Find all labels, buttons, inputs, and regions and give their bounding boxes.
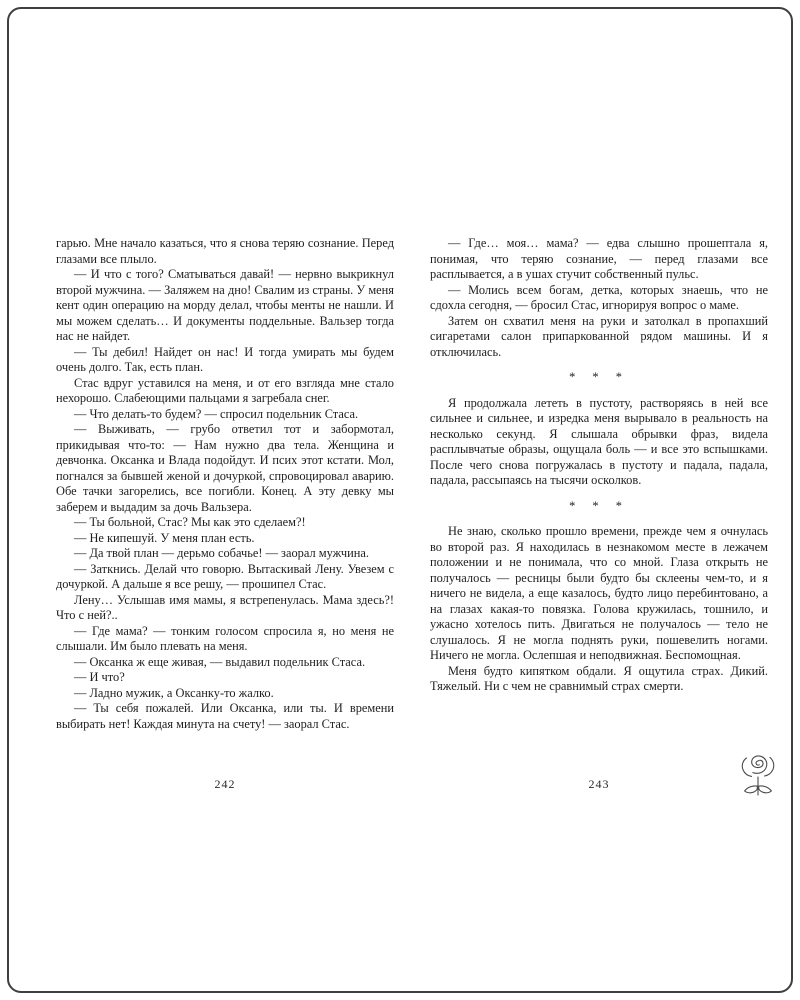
- paragraph: Не знаю, сколько прошло времени, прежде чем я очнулась во второй раз. Я находилась в незнакомом месте в лежачем положении и не понимала, что со мной. Глаза открыть не получалось — ресницы были будто бы склеены чем-то, и я ничего не видела, а еще казалось, будто лицо перебинтовано, а на глазах какая-то повязка. Голова кружилась, тошнило, и ужасно хотелось пить. Двигаться не получалось — тело не слушалось. Я не могла поднять руки, пошевелить ногами. Ничего не могла. Ослепшая и неподвижная. Беспомощная.: [430, 524, 768, 662]
- paragraph: Я продолжала лететь в пустоту, растворяясь в ней все сильнее и сильнее, и изредка меня вырывало в реальность на несколько секунд. Я слышала обрывки фраз, видела расплывчатые образы, ощущала боль — и все это вспышками. После чего снова погружалась в пустоту и падала, падала, падала, рассыпаясь на тысячи осколков.: [430, 395, 768, 487]
- paragraph: — И что с того? Сматываться давай! — нервно выкрикнул второй мужчина. — Заляжем на дно! Свалим из страны. У меня кент один операцию на морду делал, чтобы менты не нашли. И мы можем сделать… И документы поддельные. Вальзер тогда нас не найдет.: [56, 267, 394, 343]
- paragraph: — Не кипешуй. У меня план есть.: [74, 530, 255, 545]
- paragraph: — Ладно мужик, а Оксанку-то жалко.: [74, 685, 274, 700]
- paragraph: — Выживать, — грубо ответил тот и забормотал, прикидывая что-то: — Нам нужно два тела. Женщина и девчонка. Оксанка и Влада подойдут. И псих этот кстати. Мол, погнался за бывшей женой и дочуркой, спровоцировал аварию. Обе тачки загорелись, все погибли. Конец. А эту девку мы заберем и выдадим за дочь Вальзера.: [56, 422, 394, 514]
- section-separator: * * *: [569, 370, 629, 384]
- rose-icon: [732, 746, 784, 802]
- paragraph: Лену… Услышав имя мамы, я встрепенулась. Мама здесь?! Что с ней?..: [56, 592, 394, 622]
- book-frame: [7, 7, 793, 993]
- section-separator: * * *: [569, 498, 629, 513]
- page-text-right: [430, 236, 768, 695]
- book-page-right: [430, 236, 768, 792]
- paragraph: — Что делать-то будем? — спросил подельник Стаса.: [74, 406, 359, 421]
- book-spread: [9, 9, 791, 792]
- paragraph: — Где… моя… мама? — едва слышно прошептала я, понимая, что теряю сознание, — перед глазами все расплывается, а в ушах стучит собственный пульс.: [430, 236, 768, 281]
- page-number-right: 243: [588, 777, 610, 791]
- paragraph: — Ты больной, Стас? Мы как это сделаем?!: [74, 515, 306, 529]
- paragraph: — Молись всем богам, детка, которых знаешь, что не сдохла сегодня, — бросил Стас, игнорируя вопрос о маме.: [430, 282, 768, 312]
- paragraph: — Ты дебил! Найдет он нас! И тогда умирать мы будем очень долго. Так, есть план.: [56, 344, 394, 374]
- paragraph: — Ты себя пожалей. Или Оксанка, или ты. И времени выбирать нет! Каждая минута на счету! — заорал Стас.: [56, 701, 394, 731]
- book-page-left: [56, 236, 394, 792]
- paragraph: Стас вдруг уставился на меня, и от его взгляда мне стало нехорошо. Слабеющими пальцами я загребала снег.: [56, 375, 394, 405]
- paragraph: Меня будто кипятком обдали. Я ощутила страх. Дикий. Тяжелый. Ни с чем не сравнимый страх смерти.: [430, 663, 768, 693]
- paragraph: Затем он схватил меня на руки и затолкал в пропахший сигаретами салон припаркованной рядом машины. И я отключилась.: [430, 313, 768, 359]
- paragraph: — Оксанка ж еще живая, — выдавил подельник Стаса.: [74, 654, 366, 669]
- page-number-left: 242: [214, 777, 236, 791]
- paragraph: — Заткнись. Делай что говорю. Вытаскивай Лену. Увезем с дочуркой. А дальше я все решу, — прошипел Стас.: [56, 561, 394, 591]
- paragraph: — И что?: [74, 670, 125, 684]
- paragraph: — Да твой план — дерьмо собачье! — заорал мужчина.: [74, 546, 369, 560]
- page-text-left: [56, 236, 394, 732]
- paragraph: гарью. Мне начало казаться, что я снова теряю сознание. Перед глазами все плыло.: [56, 236, 394, 266]
- paragraph: — Где мама? — тонким голосом спросила я, но меня не слышали. Им было плевать на меня.: [56, 623, 394, 653]
